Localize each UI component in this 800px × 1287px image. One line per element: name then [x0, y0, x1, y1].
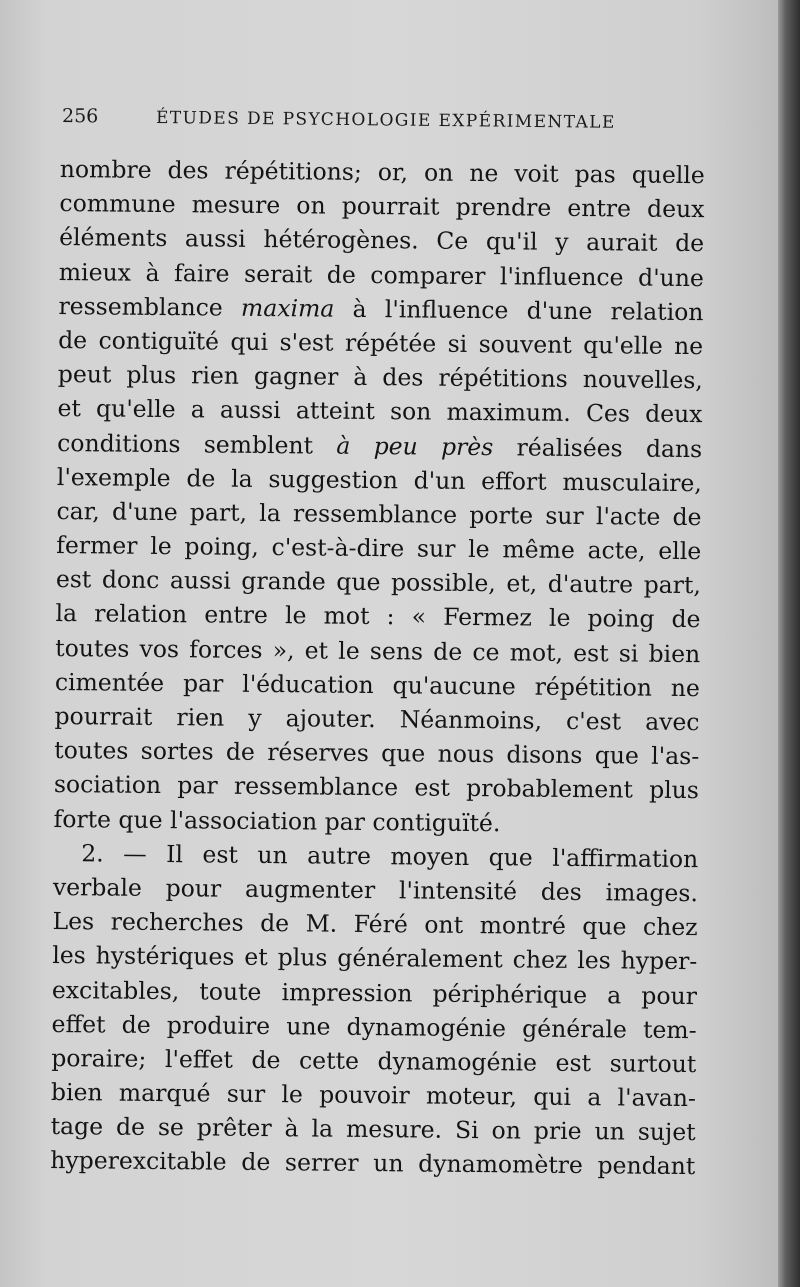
text-line: forte que l'association par contiguïté.	[53, 804, 501, 837]
text-line: l'exemple de la suggestion d'un effort musculaire,	[56, 462, 702, 497]
page-edge-shadow	[778, 0, 800, 1287]
page-header	[62, 105, 702, 144]
italic-phrase: à peu près	[336, 431, 494, 461]
text-line: éléments aussi hétérogènes. Ce qu'il y aurait de	[59, 223, 705, 258]
text-line: nombre des répétitions; or, on ne voit pas quelle	[59, 154, 705, 190]
text-line: bien marqué sur le pouvoir moteur, qui a l'avan-	[50, 1078, 697, 1113]
text-line: peut plus rien gagner à des répétitions nouvelles,	[57, 360, 703, 395]
page-number: 256	[61, 105, 99, 128]
text-line: hyperexcitable de serrer un dynamomètre pendant	[50, 1146, 696, 1181]
text-line: commune mesure on pourrait prendre entre deux	[59, 189, 705, 224]
text-segment: à l'influence d'une relation	[334, 294, 704, 326]
text-line: sociation par ressemblance est probablement plus	[53, 770, 700, 805]
text-line: toutes sortes de réserves que nous disons que l'as-	[54, 736, 700, 771]
text-line: est donc aussi grande que possible, et, d'autre part,	[55, 565, 702, 600]
text-line: poraire; l'effet de cette dynamogénie est surtout	[51, 1043, 697, 1079]
text-line: les hystériques et plus généralement chez les hyper-	[52, 941, 698, 976]
text-line: et qu'elle a aussi atteint son maximum. Ces deux	[57, 394, 703, 429]
text-line: 2. — Il est un autre moyen que l'affirmation	[81, 838, 699, 873]
text-line: excitables, toute impression périphérique a pour	[51, 975, 698, 1010]
body-text	[50, 152, 705, 1184]
text-line: cimentée par l'éducation qu'aucune répétition ne	[54, 667, 701, 702]
running-title: ÉTUDES DE PSYCHOLOGIE EXPÉRIMENTALE	[155, 107, 616, 133]
text-line: verbale pour augmenter l'intensité des images.	[52, 872, 699, 908]
text-line: toutes vos forces », et le sens de ce mot, est si bien	[55, 633, 701, 668]
text-line: tage de se prêter à la mesure. Si on prie un sujet	[50, 1112, 696, 1147]
text-line: effet de produire une dynamogénie générale tem-	[51, 1009, 697, 1044]
text-line: pourrait rien y ajouter. Néanmoins, c'est avec	[54, 701, 700, 737]
text-line	[57, 425, 702, 465]
text-line: fermer le poing, c'est-à-dire sur le même acte, elle	[56, 531, 702, 566]
text-line: de contiguïté qui s'est répétée si souvent qu'elle ne	[58, 325, 704, 361]
italic-word: maxima	[240, 293, 335, 323]
text-line: mieux à faire serait de comparer l'influence d'une	[58, 257, 704, 292]
text-segment: réalisées dans	[493, 432, 703, 463]
text-line: car, d'une part, la ressemblance porte sur l'acte de	[56, 496, 702, 532]
text-line: Les recherches de M. Féré ont montré que chez	[52, 907, 698, 942]
text-line: la relation entre le mot : « Fermez le poing de	[55, 599, 701, 634]
text-segment: ressemblance	[58, 291, 242, 322]
text-segment: conditions semblent	[57, 428, 337, 460]
